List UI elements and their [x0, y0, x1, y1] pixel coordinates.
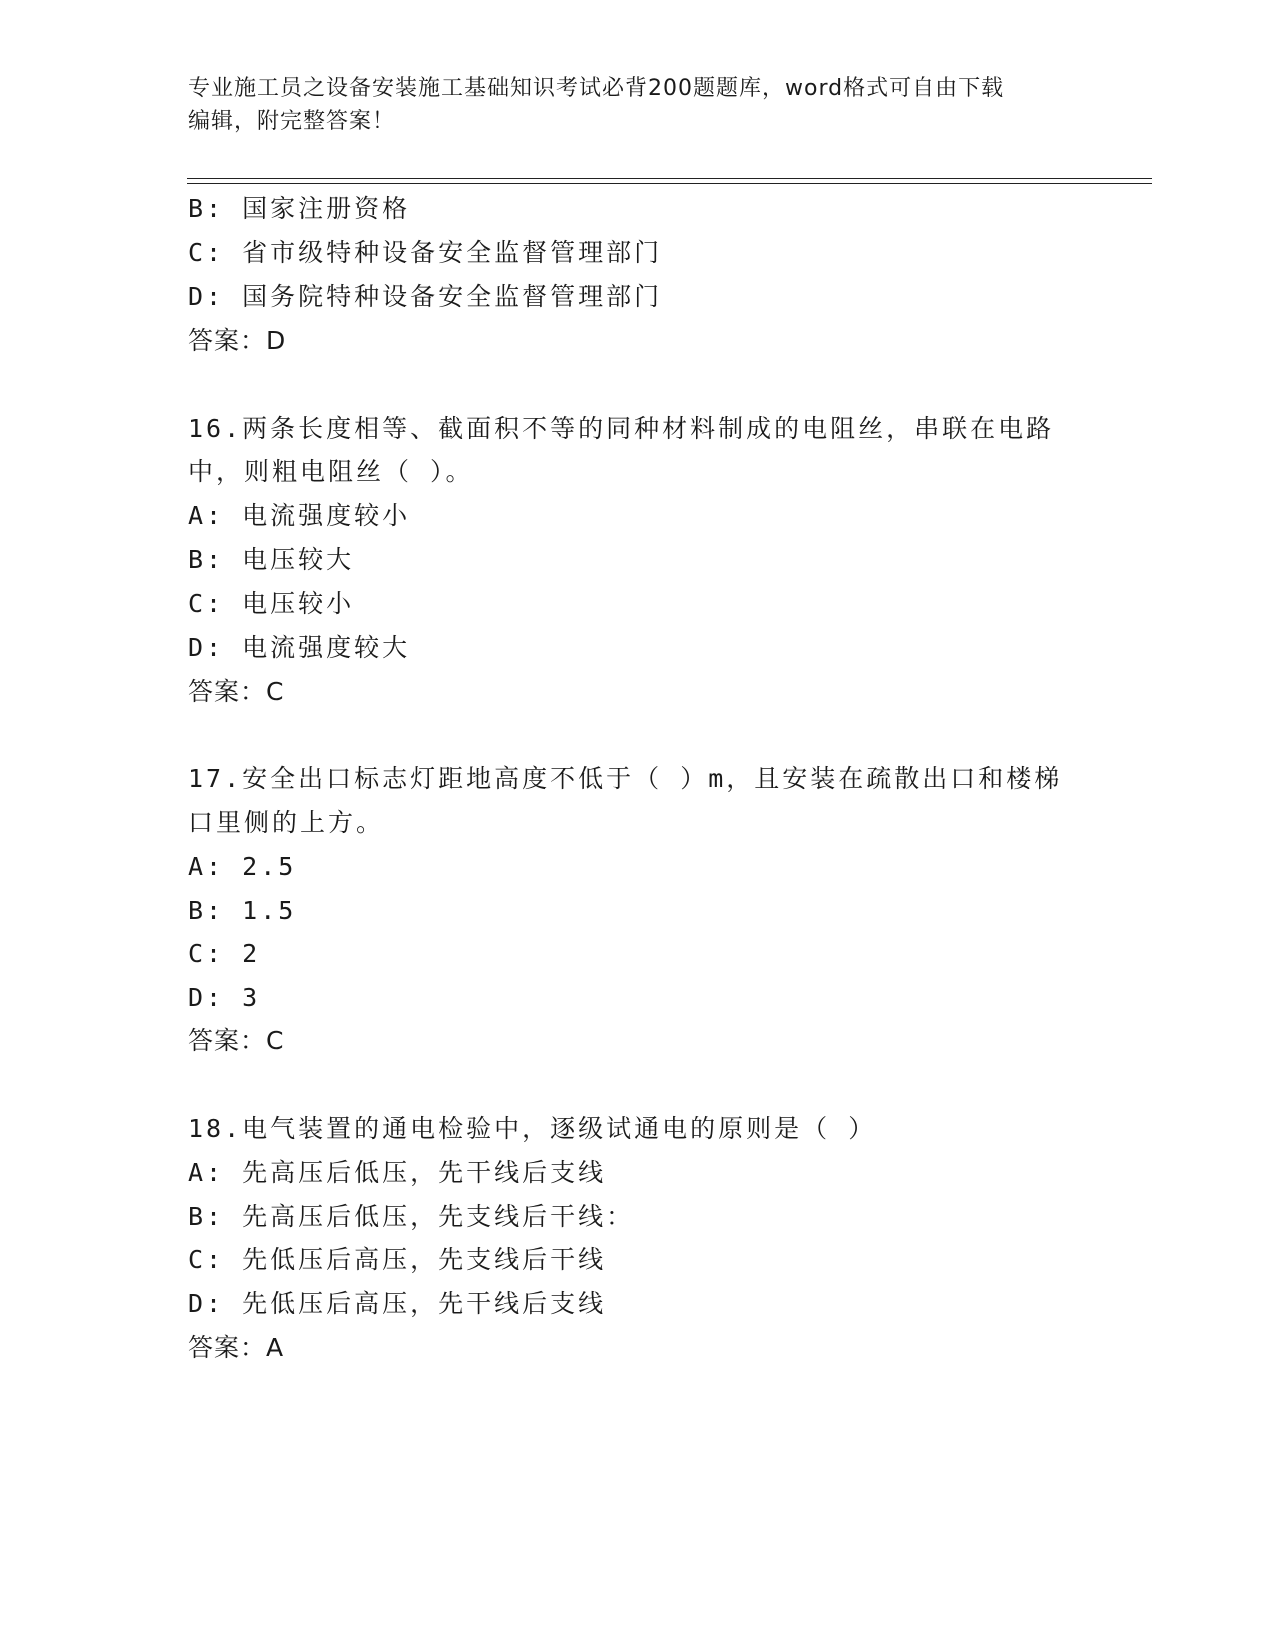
q15-option-c: C: 省市级特种设备安全监督管理部门 [188, 238, 663, 267]
q16-stem-line-1: 16.两条长度相等、截面积不等的同种材料制成的电阻丝，串联在电路 [188, 414, 1055, 443]
q15-answer: 答案：D [188, 326, 287, 355]
q18-answer: 答案：A [188, 1333, 285, 1362]
q18-stem-line-1: 18.电气装置的通电检验中，逐级试通电的原则是（ ） [188, 1114, 877, 1143]
header-divider-bottom [187, 183, 1152, 184]
q18-option-b: B: 先高压后低压，先支线后干线： [188, 1202, 635, 1231]
q16-option-a: A: 电流强度较小 [188, 501, 411, 530]
q18-option-a: A: 先高压后低压，先干线后支线 [188, 1158, 607, 1187]
q17-option-d: D: 3 [188, 983, 261, 1012]
q16-option-d: D: 电流强度较大 [188, 633, 411, 662]
q17-stem-line-2: 口里侧的上方。 [188, 808, 385, 837]
q16-answer: 答案：C [188, 677, 285, 706]
q17-answer: 答案：C [188, 1026, 285, 1055]
q17-option-a: A: 2.5 [188, 852, 297, 881]
header-divider-top [187, 178, 1152, 179]
document-header [188, 72, 1068, 138]
q18-option-c: C: 先低压后高压，先支线后干线 [188, 1245, 607, 1274]
q17-option-c: C: 2 [188, 939, 261, 968]
q16-option-b: B: 电压较大 [188, 545, 355, 574]
q16-stem-line-2: 中，则粗电阻丝（ ）。 [188, 457, 474, 486]
header-line-1: 专业施工员之设备安装施工基础知识考试必背200题题库，word格式可自由下载 [188, 76, 1005, 101]
q17-option-b: B: 1.5 [188, 896, 297, 925]
q18-option-d: D: 先低压后高压，先干线后支线 [188, 1289, 607, 1318]
q17-stem-line-1: 17.安全出口标志灯距地高度不低于（ ）m，且安装在疏散出口和楼梯 [188, 764, 1063, 793]
q15-option-d: D: 国务院特种设备安全监督管理部门 [188, 282, 663, 311]
q15-option-b: B: 国家注册资格 [188, 194, 411, 223]
q16-option-c: C: 电压较小 [188, 589, 355, 618]
header-line-2: 编辑，附完整答案！ [188, 109, 396, 134]
